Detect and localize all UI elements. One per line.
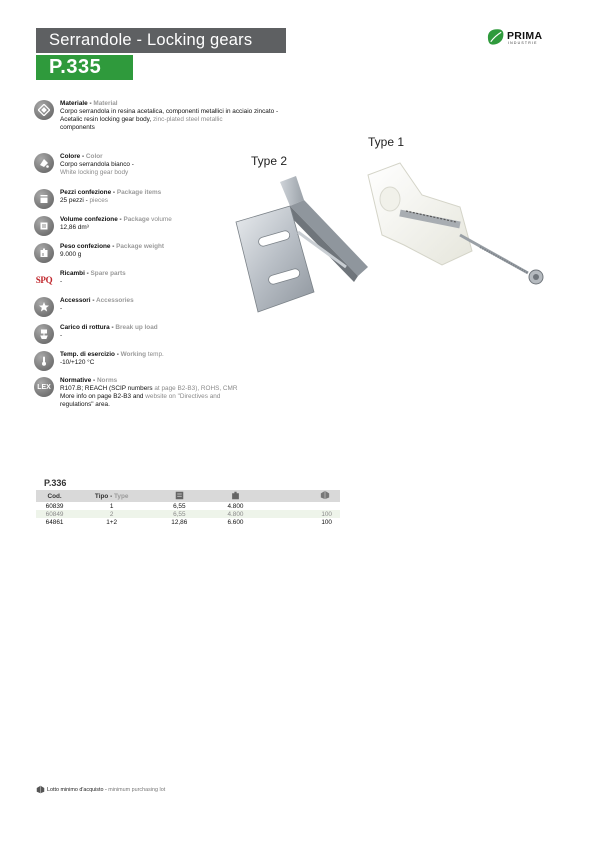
color-label-en: Color: [85, 153, 103, 160]
package-volume-value: 12,86 dm³: [60, 224, 89, 231]
product-table: [36, 478, 340, 526]
package-weight-icon: [231, 491, 240, 500]
col-volume: [150, 490, 208, 502]
spare-parts-icon-text: SPQ: [35, 275, 53, 285]
minimum-lot-icon: [320, 490, 330, 500]
brand-logo: [486, 28, 566, 48]
table-header: [36, 490, 340, 502]
norms-label: Normative -: [60, 377, 97, 384]
type-1-product-image: [360, 155, 560, 315]
package-volume-label: Volume confezione -: [60, 216, 124, 223]
star-icon: [34, 297, 54, 317]
table-row: [36, 502, 340, 510]
material-label-en: Material: [93, 100, 118, 107]
package-volume-label-en: Package: [123, 216, 150, 223]
thermometer-icon: [34, 351, 54, 371]
package-weight-label: Peso confezione -: [60, 243, 117, 250]
norms-icon-text: LEX: [37, 383, 51, 391]
brand-name: PRIMA: [507, 30, 543, 42]
type-2-product-image: [228, 172, 378, 322]
row-minimum-lot: [263, 502, 340, 510]
row-minimum-lot: 100: [321, 518, 332, 526]
col-weight: [208, 490, 262, 502]
package-items-label-en: Package items: [116, 189, 162, 196]
breakup-load-icon: [34, 324, 54, 344]
col-tipo: [73, 490, 150, 502]
package-weight-icon: [34, 243, 54, 263]
row-weight: 4.800: [227, 502, 244, 510]
package-weight-label-en: Package weight: [116, 243, 165, 250]
row-weight: 4.800: [208, 510, 262, 518]
package-items-value-en: pieces: [89, 197, 108, 204]
break-up-load-label-en: Break up load: [115, 324, 158, 331]
col-tipo-it: Tipo -: [94, 492, 114, 500]
spare-parts-label-en: Spare parts: [90, 270, 126, 277]
norms-line1-gray: at page B2-B3), ROHS, CMR: [152, 385, 238, 392]
package-volume-label-en-gray: volume: [149, 216, 172, 223]
spare-parts-label: Ricambi -: [60, 270, 91, 277]
footer-text-it: Lotto minimo d'acquisto -: [47, 786, 109, 793]
type-1-label: Type 1: [368, 135, 405, 149]
row-tipo: 1+2: [106, 518, 118, 526]
product-code: P.335: [36, 55, 133, 80]
norms-label-en: Norms: [96, 377, 118, 384]
footer-note: [36, 785, 165, 794]
norms-line3: regulations" area.: [60, 401, 110, 408]
type-2-label: Type 2: [251, 154, 288, 168]
package-weight-value: 9.000 g: [60, 251, 82, 258]
row-volume: 6,55: [173, 502, 186, 510]
accessories-label: Accessori -: [60, 297, 96, 304]
row-tipo: 2: [73, 510, 150, 518]
material-label: Materiale -: [60, 100, 94, 107]
norms-line2-gray: website on "Directives and: [145, 393, 221, 400]
row-weight: 6.600: [227, 518, 244, 526]
norms-icon: [34, 377, 54, 397]
page-title: Serrandole - Locking gears: [36, 28, 286, 53]
working-temp-label-en: Working: [120, 351, 147, 358]
row-cod: 60849: [36, 510, 73, 518]
material-icon: [34, 100, 54, 120]
working-temp-label-en-gray: temp.: [146, 351, 164, 358]
material-value-it: Corpo serrandola in resina acetalica, componenti metallici in acciaio zincato -: [60, 108, 279, 115]
accessories-label-en: Accessories: [96, 297, 134, 304]
norms-line1: R107.B; REACH (SCIP numbers: [60, 385, 153, 392]
col-cod: Cod.: [47, 492, 62, 500]
package-volume-icon: [34, 216, 54, 236]
package-items-value: 25 pezzi -: [60, 197, 90, 204]
col-tipo-en: Type: [113, 492, 129, 500]
leaf-logo-icon: [486, 28, 505, 46]
break-up-load-label: Carico di rottura -: [60, 324, 116, 331]
table-row: [36, 518, 340, 526]
package-items-icon: [34, 189, 54, 209]
footer-text-en: minimum purchasing lot: [108, 786, 166, 793]
color-value-it: Corpo serrandola bianco -: [60, 161, 134, 168]
row-cod: 64861: [45, 518, 64, 526]
break-up-load-value: -: [60, 332, 63, 339]
working-temp-value: -10/+120 °C: [60, 359, 95, 366]
color-icon: [34, 153, 54, 173]
working-temp-label: Temp. di esercizio -: [60, 351, 121, 358]
row-volume: 6,55: [150, 510, 208, 518]
material-value-en: Acetalic resin locking gear body,: [60, 116, 152, 123]
color-label: Colore -: [60, 153, 86, 160]
row-volume: 12,86: [171, 518, 188, 526]
material-value-en-2: components: [60, 124, 95, 131]
table-code: P.336: [44, 478, 67, 488]
brand-subtitle: INDUSTRIE: [508, 41, 538, 45]
row-cod: 60839: [45, 502, 64, 510]
accessories-value: -: [60, 305, 63, 312]
row-minimum-lot: 100: [263, 510, 340, 518]
spare-parts-value: -: [60, 278, 63, 285]
minimum-lot-icon: [36, 785, 45, 794]
color-value-en: White locking gear body: [60, 169, 129, 176]
material-value-en-gray: zinc-plated steel metallic: [151, 116, 223, 123]
col-minimum-lot: [263, 490, 340, 502]
package-items-label: Pezzi confezione -: [60, 189, 117, 196]
table-row: [36, 510, 340, 518]
row-tipo: 1: [109, 502, 114, 510]
package-volume-icon: [175, 491, 184, 500]
spare-parts-icon: [34, 270, 54, 290]
norms-line2: More info on page B2-B3 and: [60, 393, 146, 400]
